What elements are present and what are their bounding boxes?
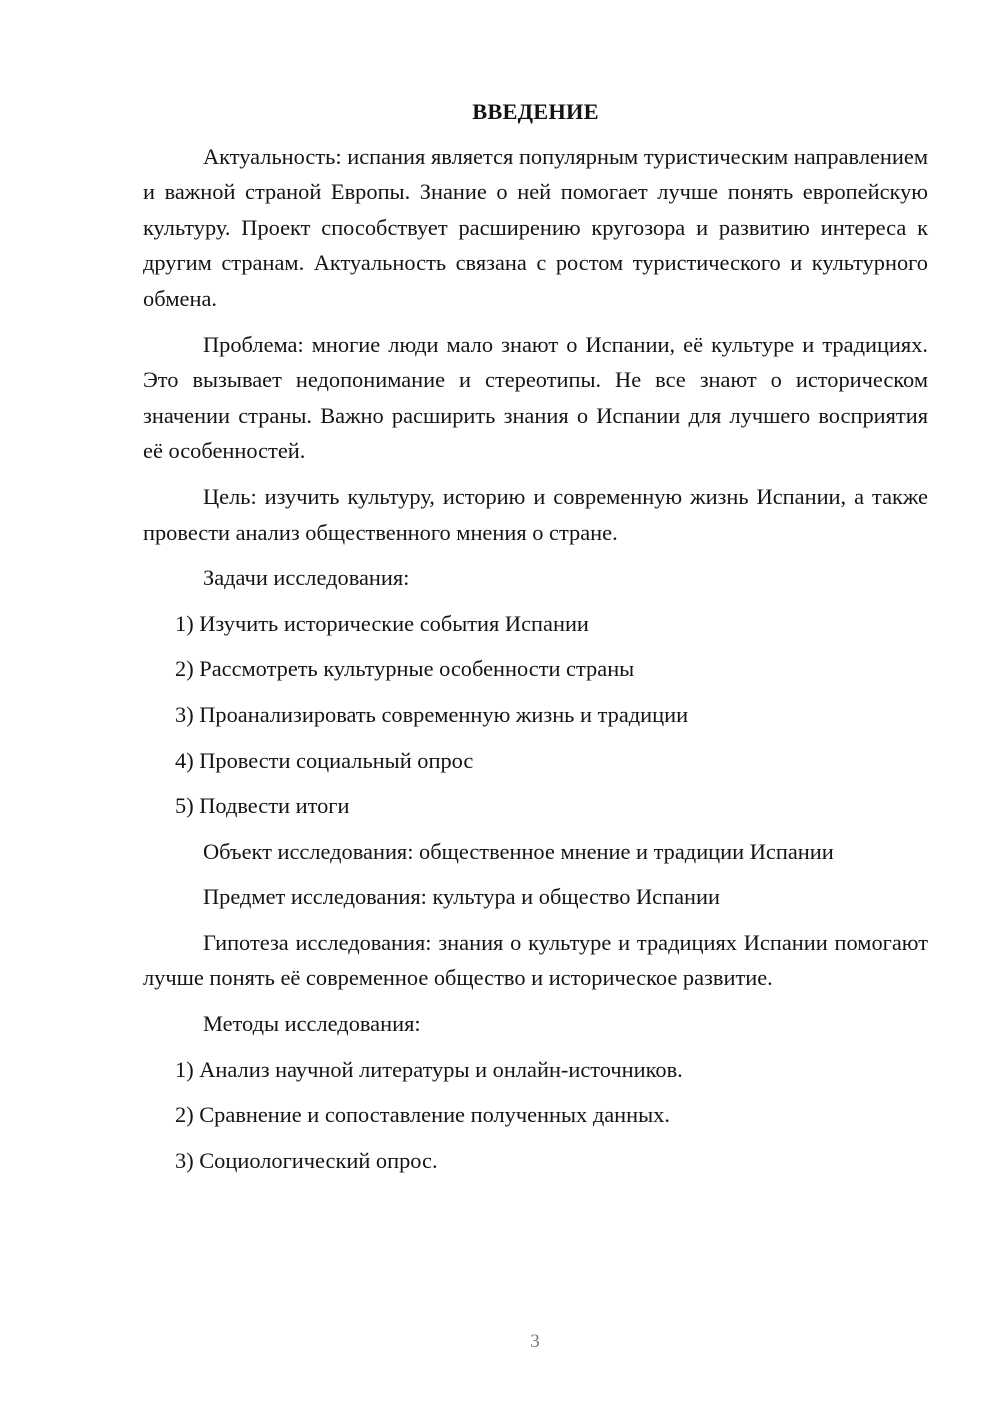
research-subject: Предмет исследования: культура и общество Испании bbox=[203, 884, 720, 910]
task-item: 4) Провести социальный опрос bbox=[175, 747, 474, 773]
goal-paragraph: Цель: изучить культуру, историю и современную жизнь Испании, а также провести анализ общественного мнения о стране. bbox=[143, 483, 928, 545]
tasks-heading: Задачи исследования: bbox=[203, 565, 410, 591]
task-item: 3) Проанализировать современную жизнь и традиции bbox=[175, 701, 689, 727]
research-object: Объект исследования: общественное мнение и традиции Испании bbox=[203, 838, 834, 864]
relevance-paragraph: Актуальность: испания является популярным туристическим направлением и важной страной Европы. Знание о ней помогает лучше понять европейскую культуру. Проект способствует расширению кругозора и развитию интереса к другим странам. Актуальность связана с ростом туристического и культурного обмена. bbox=[143, 143, 928, 311]
task-item: 2) Рассмотреть культурные особенности страны bbox=[175, 656, 635, 682]
problem-paragraph: Проблема: многие люди мало знают о Испании, её культуре и традициях. Это вызывает недопонимание и стереотипы. Не все знают о историческом значении страны. Важно расширить знания о Испании для лучшего восприятия её особенностей. bbox=[143, 331, 928, 464]
task-item: 5) Подвести итоги bbox=[175, 793, 350, 819]
page-number: 3 bbox=[530, 1331, 540, 1352]
hypothesis-paragraph: Гипотеза исследования: знания о культуре и традициях Испании помогают лучше понять её современное общество и историческое развитие. bbox=[143, 929, 928, 991]
section-title: ВВЕДЕНИЕ bbox=[472, 99, 599, 124]
method-item: 1) Анализ научной литературы и онлайн-источников. bbox=[175, 1056, 683, 1082]
task-item: 1) Изучить исторические события Испании bbox=[175, 610, 589, 636]
page-content bbox=[143, 94, 928, 1188]
tasks-list bbox=[143, 606, 928, 824]
methods-heading: Методы исследования: bbox=[203, 1011, 421, 1037]
method-item: 2) Сравнение и сопоставление полученных данных. bbox=[175, 1102, 670, 1128]
methods-list bbox=[143, 1052, 928, 1179]
method-item: 3) Социологический опрос. bbox=[175, 1147, 438, 1173]
